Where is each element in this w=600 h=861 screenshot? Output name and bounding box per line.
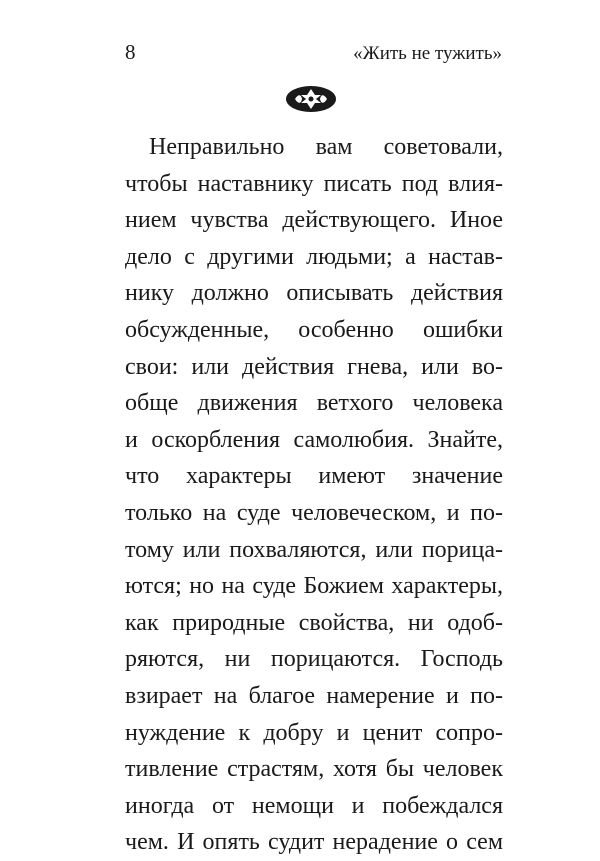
text-line: обще движения ветхого человека [125, 390, 503, 417]
text-line: дело с другими людьми; а настав- [125, 243, 503, 270]
decorative-vignette-icon [285, 84, 337, 114]
main-text [125, 129, 503, 861]
text-line: тому или похваляются, или порица- [125, 536, 503, 563]
text-line: тивление страстям, хотя бы человек [125, 756, 503, 783]
text-line: иногда от немощи и побеждался [125, 792, 503, 819]
text-line: взирает на благое намерение и по- [125, 682, 503, 709]
text-line: Неправильно вам советовали, [149, 134, 503, 160]
text-line: чем. И опять судит нерадение о сем [125, 829, 503, 856]
text-line: чтобы наставнику писать под влия- [125, 170, 503, 197]
text-line: что характеры имеют значение [125, 463, 503, 490]
page-header [125, 40, 502, 70]
text-line: только на суде человеческом, и по- [125, 499, 503, 526]
text-line: ются; но на суде Божием характеры, [125, 573, 503, 600]
text-line: ряются, ни порицаются. Господь [125, 646, 503, 673]
text-line: нику должно описывать действия [125, 280, 503, 307]
text-line: и оскорбления самолюбия. Знайте, [125, 426, 503, 453]
text-line: нуждение к добру и ценит сопро- [125, 719, 503, 746]
text-line: обсужденные, особенно ошибки [125, 316, 503, 343]
page-number: 8 [125, 40, 136, 64]
text-line: как природные свойства, ни одоб- [125, 609, 503, 636]
text-line: свои: или действия гнева, или во- [125, 353, 503, 380]
text-line: нием чувства действующего. Иное [125, 207, 503, 234]
running-title: «Жить не тужить» [353, 43, 502, 64]
